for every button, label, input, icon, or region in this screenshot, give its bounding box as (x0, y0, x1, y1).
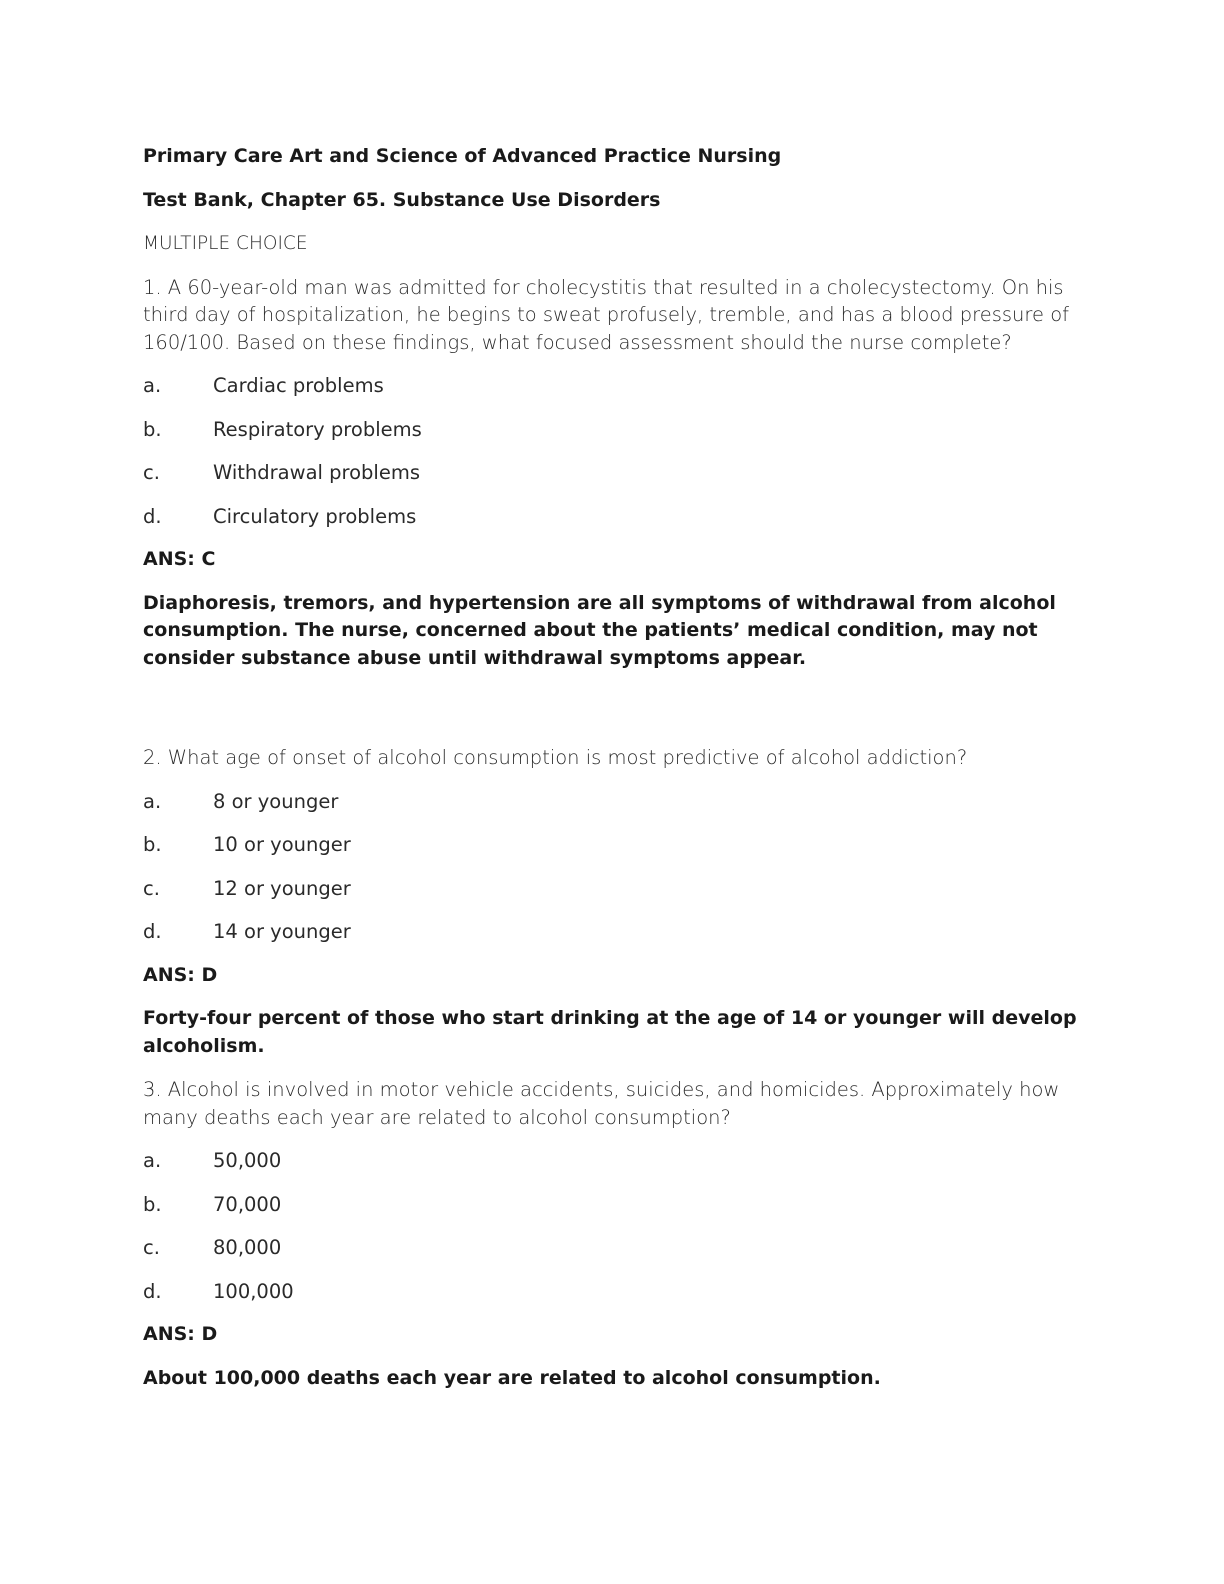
answer-option-d (143, 1278, 1083, 1306)
answer-option-c (143, 459, 1083, 487)
section-label: MULTIPLE CHOICE (143, 233, 308, 254)
option-letter: d. (143, 1279, 162, 1303)
option-letter: b. (143, 1192, 162, 1216)
answer-key: ANS: C (143, 548, 216, 570)
answer-rationale: Forty-four percent of those who start drinking at the age of 14 or younger will develop alcoholism. (143, 1007, 1077, 1057)
question-3 (143, 1076, 1083, 1392)
option-letter: b. (143, 417, 162, 441)
option-text: 12 or younger (213, 876, 351, 900)
answer-option-b (143, 416, 1083, 444)
option-letter: c. (143, 876, 160, 900)
question-stem: 1. A 60-year-old man was admitted for cholecystitis that resulted in a cholecystectomy. On his third day of hospitalization, he begins to sweat profusely, tremble, and has a blood pressure of 160/100. Based on these findings, what focused assessment should the nurse complete? (143, 275, 1069, 354)
option-letter: a. (143, 374, 162, 397)
answer-key: ANS: D (143, 963, 218, 986)
answer-option-a (143, 1147, 1083, 1175)
option-text: Circulatory problems (213, 504, 417, 528)
option-text: 8 or younger (213, 789, 339, 813)
option-text: Withdrawal problems (213, 461, 420, 484)
answer-key: ANS: D (143, 1323, 218, 1345)
answer-option-b (143, 831, 1083, 859)
answer-option-b (143, 1191, 1083, 1219)
option-text: 10 or younger (213, 833, 351, 856)
answer-option-d (143, 918, 1083, 946)
question-stem: 2. What age of onset of alcohol consumption is most predictive of alcohol addiction? (143, 746, 968, 769)
option-letter: d. (143, 504, 162, 528)
question-1 (143, 274, 1083, 673)
option-text: 14 or younger (213, 920, 351, 943)
document-title: Primary Care Art and Science of Advanced Practice Nursing (143, 145, 782, 167)
option-letter: c. (143, 1236, 160, 1259)
question-stem: 3. Alcohol is involved in motor vehicle accidents, suicides, and homicides. Approximately how many deaths each year are related to alcohol consumption? (143, 1078, 1060, 1129)
option-letter: c. (143, 461, 160, 484)
option-letter: d. (143, 920, 162, 943)
answer-option-c (143, 1234, 1083, 1262)
option-text: 100,000 (213, 1279, 294, 1303)
answer-rationale: Diaphoresis, tremors, and hypertension are all symptoms of withdrawal from alcohol consumption. The nurse, concerned about the patients’ medical condition, may not consider substance abuse until withdrawal symptoms appear. (143, 591, 1056, 669)
option-text: 50,000 (213, 1149, 282, 1172)
option-letter: a. (143, 789, 162, 813)
question-2 (143, 744, 1083, 1060)
option-text: 80,000 (213, 1236, 282, 1259)
document-content (143, 143, 1083, 1392)
answer-option-d (143, 503, 1083, 531)
chapter-subtitle: Test Bank, Chapter 65. Substance Use Disorders (143, 188, 661, 211)
answer-option-a (143, 788, 1083, 816)
option-text: Cardiac problems (213, 374, 384, 397)
option-letter: b. (143, 833, 162, 856)
answer-option-c (143, 875, 1083, 903)
option-letter: a. (143, 1149, 162, 1172)
option-text: 70,000 (213, 1192, 282, 1216)
answer-option-a (143, 372, 1083, 400)
option-text: Respiratory problems (213, 417, 422, 441)
answer-rationale: About 100,000 deaths each year are related to alcohol consumption. (143, 1366, 881, 1389)
